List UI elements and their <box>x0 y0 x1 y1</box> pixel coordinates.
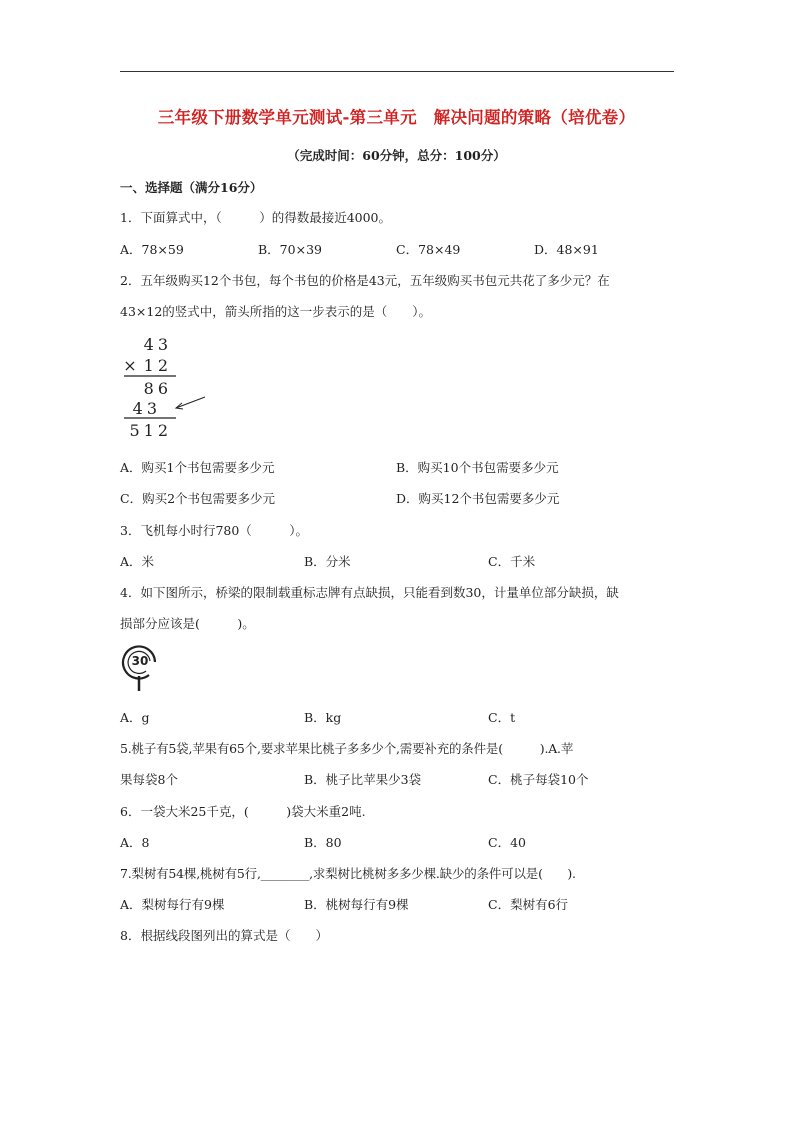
question-5-option-b: B．桃子比苹果少3袋 <box>304 772 422 787</box>
question-8-text: 8．根据线段图列出的算式是（ ） <box>120 928 328 943</box>
top-rule <box>120 71 674 72</box>
calc-row-multiplicand: 43 <box>143 335 172 354</box>
calc-operator: × <box>123 356 137 375</box>
question-6-text: 6．一袋大米25千克，( )袋大米重2吨. <box>120 804 366 819</box>
question-1-option-a: A．78×59 <box>120 242 184 257</box>
question-6-option-c: C．40 <box>488 835 526 850</box>
weight-limit-sign-icon <box>119 640 161 692</box>
calc-row-partial-2: 43 <box>132 399 161 418</box>
question-4-option-a: A．g <box>120 710 150 725</box>
question-3-option-c: C．千米 <box>488 554 536 569</box>
calc-row-partial-1: 86 <box>143 379 172 398</box>
question-7-option-b: B．桃树每行有9棵 <box>304 897 409 912</box>
question-4-option-b: B．kg <box>304 710 342 725</box>
page-subtitle: （完成时间：60分钟，总分：100分） <box>287 148 506 163</box>
question-7-text: 7.梨树有54棵,桃树有5行,________,求梨树比桃树多多少棵.缺少的条件可以是( ). <box>120 866 576 881</box>
multiplication-figure <box>112 333 212 443</box>
question-3-option-b: B．分米 <box>304 554 351 569</box>
sign-value: 30 <box>131 654 149 668</box>
question-4-text-line2: 损部分应该是( )。 <box>120 616 255 631</box>
question-1-text: 1．下面算式中，（ ）的得数最接近4000。 <box>120 210 392 225</box>
question-3-text: 3．飞机每小时行780（ ）。 <box>120 523 309 538</box>
question-6-option-a: A．8 <box>120 835 150 850</box>
calc-row-multiplier: 12 <box>143 356 172 375</box>
section-heading: 一、选择题（满分16分） <box>120 180 263 195</box>
page-title: 三年级下册数学单元测试-第三单元 解决问题的策略（培优卷） <box>157 108 636 127</box>
question-2-option-d: D．购买12个书包需要多少元 <box>396 491 560 506</box>
question-1-option-c: C．78×49 <box>396 242 461 257</box>
question-2-text-line2: 43×12的竖式中，箭头所指的这一步表示的是（ ）。 <box>120 304 432 319</box>
question-1-option-d: D．48×91 <box>534 242 599 257</box>
question-2-text-line1: 2．五年级购买12个书包，每个书包的价格是43元，五年级购买书包元共花了多少元？在 <box>120 273 610 288</box>
question-7-option-a: A．梨树每行有9棵 <box>120 897 225 912</box>
question-2-option-a: A．购买1个书包需要多少元 <box>120 460 275 475</box>
calc-row-result: 512 <box>129 421 172 440</box>
question-4-option-c: C．t <box>488 710 516 725</box>
question-3-option-a: A．米 <box>120 554 155 569</box>
question-6-option-b: B．80 <box>304 835 342 850</box>
question-2-option-b: B．购买10个书包需要多少元 <box>396 460 559 475</box>
question-5-text-line1: 5.桃子有5袋,苹果有65个,要求苹果比桃子多多少个,需要补充的条件是( ).A.苹 <box>120 741 574 756</box>
question-5-text-line2: 果每袋8个 <box>120 772 178 787</box>
question-2-option-c: C．购买2个书包需要多少元 <box>120 491 276 506</box>
question-7-option-c: C．梨树有6行 <box>488 897 569 912</box>
question-1-option-b: B．70×39 <box>258 242 322 257</box>
arrow-icon <box>176 397 205 408</box>
question-5-option-c: C．桃子每袋10个 <box>488 772 589 787</box>
question-4-text-line1: 4．如下图所示，桥梁的限制载重标志牌有点缺损，只能看到数30，计量单位部分缺损，缺 <box>120 585 619 600</box>
